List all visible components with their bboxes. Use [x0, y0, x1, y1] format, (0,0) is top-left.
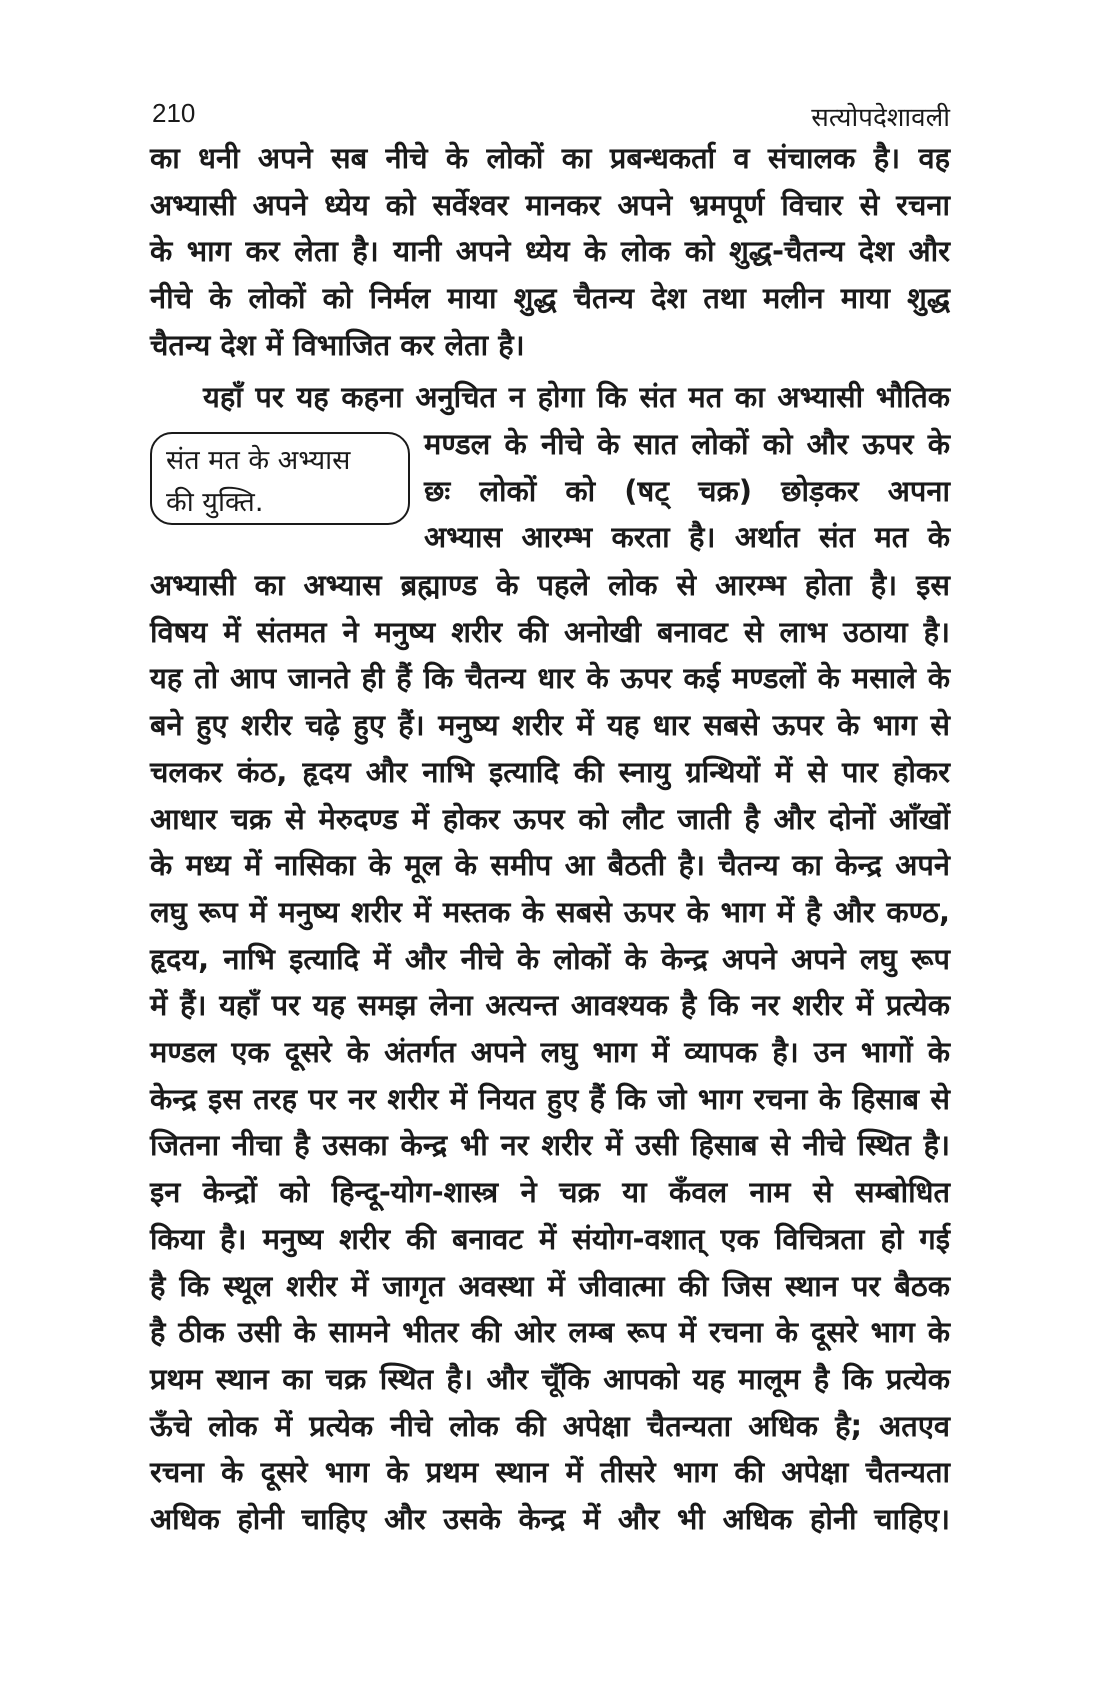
- text-line: बने हुए शरीर चढ़े हुए हैं। मनुष्य शरीर में यह धार सबसे ऊपर के भाग से: [150, 708, 950, 743]
- text-line: मण्डल के नीचे के सात लोकों को और ऊपर के: [424, 427, 950, 461]
- text-line: आधार चक्र से मेरुदण्ड में होकर ऊपर को लौट जाती है और दोनों आँखों: [150, 801, 950, 836]
- text-line: के भाग कर लेता है। यानी अपने ध्येय के लोक को शुद्ध-चैतन्य देश और: [150, 234, 950, 269]
- text-line: का धनी अपने सब नीचे के लोकों का प्रबन्धकर्ता व संचालक है। वह: [150, 141, 950, 175]
- text-line: अधिक होनी चाहिए और उसके केन्द्र में और भी अधिक होनी चाहिए।: [150, 1502, 950, 1536]
- text-line: अभ्यास आरम्भ करता है। अर्थात संत मत के: [424, 520, 950, 555]
- text-line: केन्द्र इस तरह पर नर शरीर में नियत हुए हैं कि जो भाग रचना के हिसाब से: [150, 1081, 950, 1116]
- text-line: चैतन्य देश में विभाजित कर लेता है।: [150, 327, 525, 362]
- book-title-running-header: सत्योपदेशावली: [811, 103, 950, 133]
- text-line: हृदय, नाभि इत्यादि में और नीचे के लोकों के केन्द्र अपने अपने लघु रूप: [150, 941, 950, 976]
- text-line: लघु रूप में मनुष्य शरीर में मस्तक के सबसे ऊपर के भाग में है और कण्ठ,: [150, 894, 950, 929]
- text-line: चलकर कंठ, हृदय और नाभि इत्यादि की स्नायु ग्रन्थियों में से पार होकर: [150, 754, 950, 789]
- text-line: मण्डल एक दूसरे के अंतर्गत अपने लघु भाग में व्यापक है। उन भागों के: [150, 1035, 950, 1069]
- text-line: है कि स्थूल शरीर में जागृत अवस्था में जीवात्मा की जिस स्थान पर बैठक: [150, 1268, 950, 1303]
- text-line: इन केन्द्रों को हिन्दू-योग-शास्त्र ने चक्र या कँवल नाम से सम्बोधित: [150, 1175, 950, 1210]
- page-number: 210: [152, 98, 196, 128]
- text-line: यह तो आप जानते ही हैं कि चैतन्य धार के ऊपर कई मण्डलों के मसाले के: [150, 661, 950, 696]
- text-line: में हैं। यहाँ पर यह समझ लेना अत्यन्त आवश्यक है कि नर शरीर में प्रत्येक: [150, 988, 950, 1023]
- text-line: है ठीक उसी के सामने भीतर की ओर लम्ब रूप में रचना के दूसरे भाग के: [150, 1315, 950, 1350]
- sidenote-line: संत मत के अभ्यास: [166, 445, 351, 476]
- text-line: अभ्यासी का अभ्यास ब्रह्माण्ड के पहले लोक से आरम्भ होता है। इस: [150, 568, 950, 602]
- text-line: के मध्य में नासिका के मूल के समीप आ बैठती है। चैतन्य का केन्द्र अपने: [150, 848, 950, 883]
- text-line: प्रथम स्थान का चक्र स्थित है। और चूँकि आपको यह मालूम है कि प्रत्येक: [150, 1361, 950, 1396]
- text-line: जितना नीचा है उसका केन्द्र भी नर शरीर में उसी हिसाब से नीचे स्थित है।: [150, 1128, 950, 1163]
- margin-sidenote-box: [150, 432, 410, 525]
- text-line: यहाँ पर यह कहना अनुचित न होगा कि संत मत का अभ्यासी भौतिक: [203, 380, 950, 414]
- text-line: रचना के दूसरे भाग के प्रथम स्थान में तीसरे भाग की अपेक्षा चैतन्यता: [150, 1455, 950, 1490]
- text-line: ऊँचे लोक में प्रत्येक नीचे लोक की अपेक्षा चैतन्यता अधिक है; अतएव: [150, 1408, 950, 1443]
- text-line: विषय में संतमत ने मनुष्य शरीर की अनोखी बनावट से लाभ उठाया है।: [150, 614, 950, 649]
- text-line: छः लोकों को (षट् चक्र) छोड़कर अपना: [424, 473, 950, 508]
- text-line: नीचे के लोकों को निर्मल माया शुद्ध चैतन्य देश तथा मलीन माया शुद्ध: [150, 281, 950, 316]
- text-line: अभ्यासी अपने ध्येय को सर्वेश्वर मानकर अपने भ्रमपूर्ण विचार से रचना: [150, 187, 950, 222]
- sidenote-line: की युक्ति.: [166, 487, 264, 518]
- text-line: किया है। मनुष्य शरीर की बनावट में संयोग-वशात् एक विचित्रता हो गई: [150, 1221, 950, 1256]
